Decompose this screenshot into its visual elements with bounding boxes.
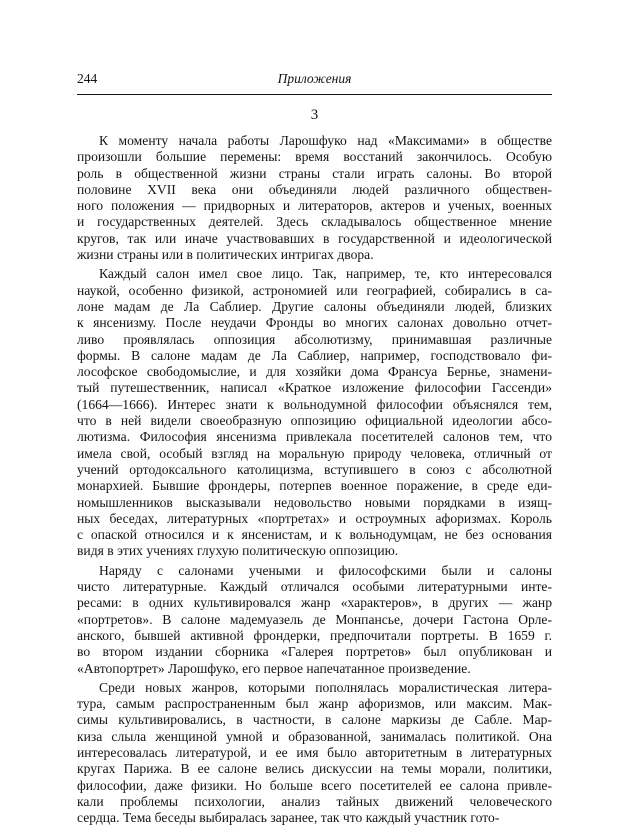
text-line: лоне мадам де Ла Саблиер. Другие салоны объединяли людей, близких: [77, 298, 552, 314]
text-line: интересовалась литературой, и ее имя было авторитетным в литературных: [77, 744, 552, 760]
text-line: номышленников высказывали недовольство новыми порядками в изящ-: [77, 494, 552, 510]
text-line: монархией. Бывшие фрондеры, потерпев военное поражение, в среде еди-: [77, 478, 552, 494]
body-text: [77, 133, 552, 829]
text-line: чисто литературные. Каждый отличался особыми литературными инте-: [77, 579, 552, 595]
text-line: сердца. Тема беседы выбиралась заранее, так что каждый участник гото-: [77, 810, 500, 826]
text-line: Среди новых жанров, которыми пополнялась моралистическая литера-: [99, 679, 552, 695]
text-line: ного положения — придворных и литераторов, актеров и ученых, военных: [77, 198, 552, 214]
text-line: киза слыла женщиной умной и образованной, занималась политикой. Она: [77, 728, 552, 744]
text-line: половине XVII века они объединяли людей различного обществен-: [77, 181, 552, 197]
text-line: философии, даже физики. Но больше всего посетителей ее салона привле-: [77, 777, 552, 793]
text-line: лософское свободомыслие, и для хозяйки дома Франсуа Бернье, знамени-: [77, 364, 552, 380]
text-line: кругах Парижа. В ее салоне велись дискуссии на темы морали, политики,: [77, 761, 552, 777]
text-line: «портретов». В салоне мадемуазель де Монпансье, дочери Гастона Орле-: [77, 611, 552, 627]
text-line: Наряду с салонами учеными и философскими были и салоны: [99, 562, 552, 578]
text-line: тура, самым распространенным был жанр афоризмов, или максим. Мак-: [77, 696, 552, 712]
section-title: Приложения: [277, 71, 352, 86]
text-line: формы. В салоне мадам де Ла Саблиер, например, господствовало фи-: [77, 347, 552, 363]
text-line: кругов, так или иначе участвовавших в государственной и идеологической: [77, 230, 552, 246]
text-line: что в ней видели своеобразную оппозицию официальной идеологии абсо-: [77, 413, 552, 429]
chapter-number: 3: [310, 107, 319, 123]
text-line: к янсенизму. После неудачи Фронды во многих салонах довольно отчет-: [77, 315, 552, 331]
text-line: К моменту начала работы Ларошфуко над «Максимами» в обществе: [99, 133, 552, 148]
text-line: симы культивировались, в частности, в салоне маркизы де Сабле. Мар-: [77, 712, 552, 728]
text-line: (1664—1666). Интерес знати к вольнодумной философии объяснялся тем,: [77, 396, 552, 412]
text-line: наукой, особенно физикой, астрономией или географией, собирались в са-: [77, 282, 552, 298]
text-line: имела свой, особый взгляд на моральную природу человека, отличный от: [77, 445, 552, 461]
paragraph: [77, 563, 552, 677]
text-line: кали проблемы психологии, анализ тайных движений человеческого: [77, 793, 552, 809]
paragraph: [77, 680, 552, 827]
text-line: Каждый салон имел свое лицо. Так, например, те, кто интересовался: [99, 266, 552, 282]
text-line: видя в этих учениях глухую политическую оппозицию.: [77, 543, 399, 559]
text-line: лютизма. Философия янсенизма привлекала посетителей салонов тем, что: [77, 429, 552, 445]
text-line: ливо проявлялась оппозиция абсолютизму, принимавшая различные: [77, 331, 552, 347]
paragraph: [77, 133, 552, 263]
text-line: и государственных деятелей. Здесь складывалось общественное мнение: [77, 214, 552, 230]
text-line: роль в общественной жизни страны стали играть салоны. Во второй: [77, 165, 552, 181]
text-line: во втором издании сборника «Галерея портретов» был опубликован и: [77, 644, 552, 660]
text-line: тый путешественник, написал «Краткое изложение философии Гассенди»: [77, 380, 552, 396]
text-line: жизни страны или в политических интригах двора.: [77, 247, 374, 263]
page-number: 244: [77, 71, 98, 86]
text-line: учений ортодоксального католицизма, вступившего в союз с абсолютной: [77, 461, 552, 477]
text-line: с опаской относился и к янсенистам, и к вольнодумцам, не без основания: [77, 527, 552, 543]
text-line: анского, бывшей активной фрондерки, предпочитали портреты. В 1659 г.: [77, 627, 552, 643]
header-rule: [77, 94, 552, 95]
text-line: «Автопортрет» Ларошфуко, его первое напечатанное произведение.: [77, 660, 471, 676]
running-head: [77, 70, 552, 90]
paragraph: [77, 266, 552, 559]
text-line: ных беседах, литературных «портретах» и остроумных афоризмах. Король: [77, 510, 552, 526]
text-line: ресами: в одних культивировался жанр «характеров», в других — жанр: [77, 595, 552, 611]
text-line: произошли большие перемены: время восстаний закончилось. Особую: [77, 149, 552, 165]
